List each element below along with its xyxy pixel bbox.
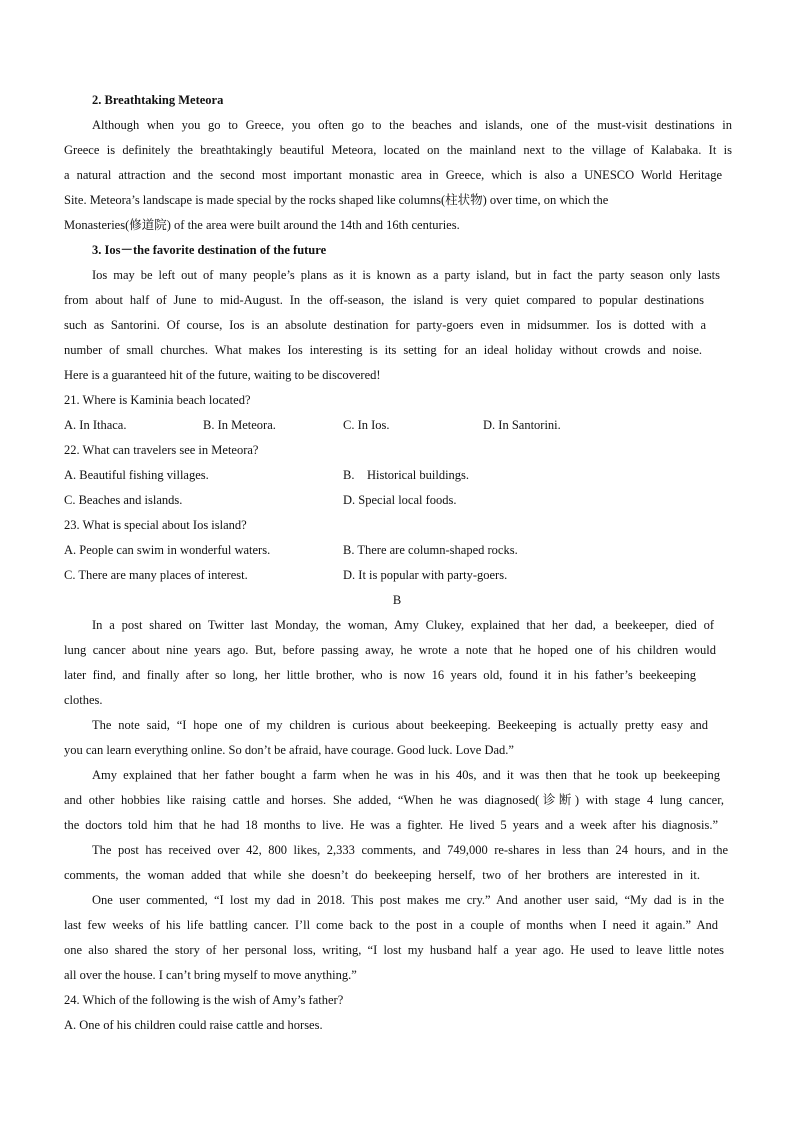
paragraph-line: one also shared the story of her personal loss, writing, “I lost my husband half a year ago. He used to leave little notes [64,943,724,957]
paragraph-line: number of small churches. What makes Ios interesting is its setting for an ideal holiday without crowds and noise. [64,343,702,357]
paragraph-line: you can learn everything online. So don’t be afraid, have courage. Good luck. Love Dad.” [64,743,514,757]
paragraph-line: Although when you go to Greece, you often go to the beaches and islands, one of the must-visit destinations in [92,118,732,132]
option-b: B. Historical buildings. [343,468,470,482]
option-a: A. In Ithaca. [64,418,127,432]
option-a: A. One of his children could raise cattle and horses. [64,1018,323,1032]
paragraph-line: all over the house. I can’t bring myself to move anything.” [64,968,357,982]
paragraph-line: a natural attraction and the second most important monastic area in Greece, which is also a UNESCO World Heritage [64,168,722,182]
option-c: C. There are many places of interest. [64,568,248,582]
paragraph-line: The post has received over 42, 800 likes, 2,333 comments, and 749,000 re-shares in less than 24 hours, and in the [92,843,728,857]
question-stem: 23. What is special about Ios island? [64,518,247,532]
option-b: B. In Meteora. [203,418,276,432]
option-a: A. Beautiful fishing villages. [64,468,209,482]
option-d: D. Special local foods. [343,493,457,507]
paragraph-line: Here is a guaranteed hit of the future, waiting to be discovered! [64,368,381,382]
paragraph-line: from about half of June to mid-August. In the off-season, the island is very quiet compared to popular destinations [64,293,704,307]
paragraph-line: last few weeks of his life battling cancer. I’ll come back to the post in a couple of months when I need it again.” And [64,918,718,932]
paragraph-line: comments, the woman added that while she doesn’t do beekeeping herself, two of her brothers are interested in it. [64,868,700,882]
paragraph-line: later find, and finally after so long, her little brother, who is now 16 years old, found it in his father’s beekeeping [64,668,696,682]
paragraph-line: One user commented, “I lost my dad in 2018. This post makes me cry.” And another user said, “My dad is in the [92,893,724,907]
paragraph-line: The note said, “I hope one of my children is curious about beekeeping. Beekeeping is actually pretty easy and [92,718,708,732]
paragraph-line: Site. Meteora’s landscape is made special by the rocks shaped like columns(柱状物) over time, on which the [64,193,609,207]
paragraph-line: Amy explained that her father bought a farm when he was in his 40s, and it was then that he took up beekeeping [92,768,720,782]
option-d: D. In Santorini. [483,418,561,432]
passage-label: B [392,593,402,607]
paragraph-line: clothes. [64,693,103,707]
paragraph-line: Greece is definitely the breathtakingly beautiful Meteora, located on the mainland next to the village of Kalabaka. It is [64,143,732,157]
paragraph-line: Ios may be left out of many people’s plans as it is known as a party island, but in fact the party season only lasts [92,268,720,282]
option-c: C. Beaches and islands. [64,493,183,507]
option-c: C. In Ios. [343,418,390,432]
question-stem: 22. What can travelers see in Meteora? [64,443,259,457]
option-d: D. It is popular with party-goers. [343,568,508,582]
paragraph-line: Monasteries(修道院) of the area were built around the 14th and 16th centuries. [64,218,460,232]
option-b: B. There are column-shaped rocks. [343,543,518,557]
section-heading-meteora: 2. Breathtaking Meteora [92,93,224,107]
paragraph-line: the doctors told him that he had 18 months to live. He was a fighter. He lived 5 years and a week after his diagnosis.” [64,818,718,832]
section-heading-ios: 3. Ios－the favorite destination of the future [92,243,327,257]
paragraph-line: such as Santorini. Of course, Ios is an absolute destination for party-goers even in midsummer. Ios is dotted with a [64,318,706,332]
paragraph-line: and other hobbies like raising cattle and horses. She added, “When he was diagnosed(诊断) with stage 4 lung cancer, [64,793,724,807]
paragraph-line: lung cancer about nine years ago. But, before passing away, he wrote a note that he hoped one of his children would [64,643,716,657]
question-stem: 24. Which of the following is the wish of Amy’s father? [64,993,344,1007]
option-a: A. People can swim in wonderful waters. [64,543,271,557]
paragraph-line: In a post shared on Twitter last Monday, the woman, Amy Clukey, explained that her dad, a beekeeper, died of [92,618,714,632]
question-stem: 21. Where is Kaminia beach located? [64,393,251,407]
